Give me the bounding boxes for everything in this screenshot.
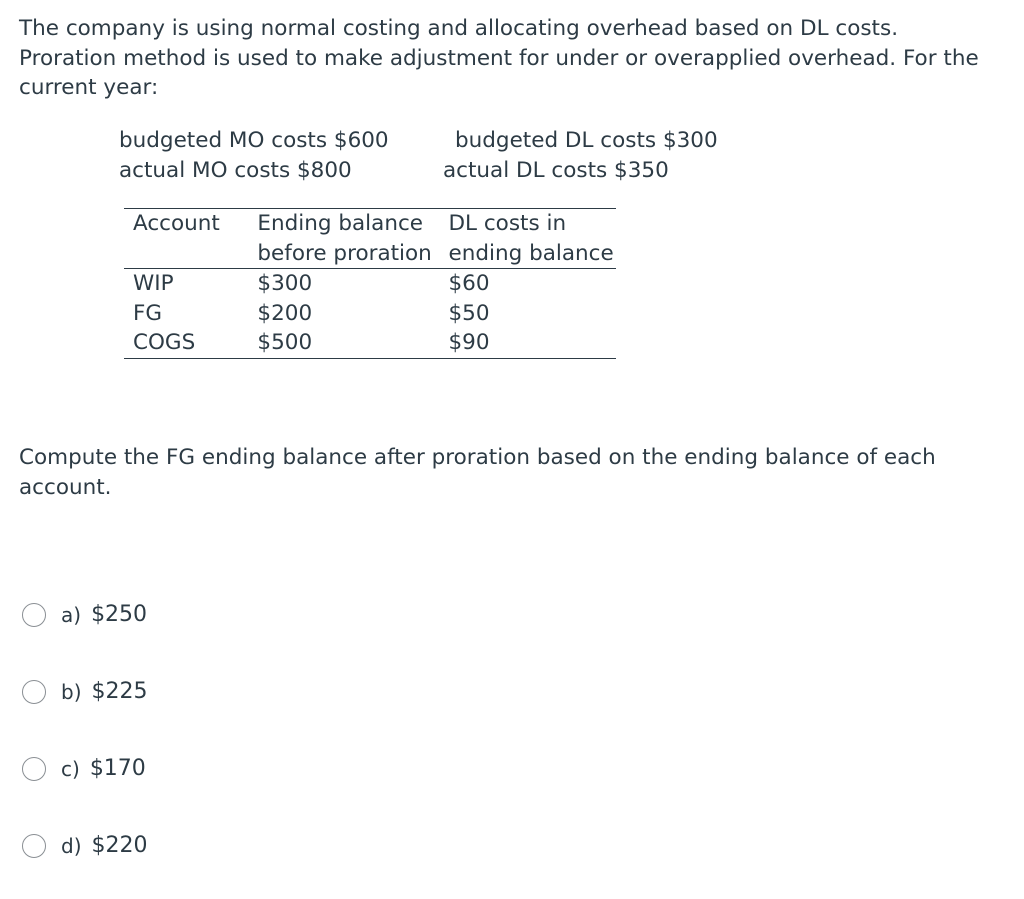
row-account: WIP xyxy=(133,271,174,296)
row-dl-costs: $90 xyxy=(448,330,490,355)
row-account: FG xyxy=(133,300,163,326)
table-row xyxy=(124,299,616,329)
header-ending-balance: Ending balance before proration xyxy=(257,211,432,266)
actual-mo-costs: actual MO costs $800 xyxy=(119,157,352,183)
question-intro: The company is using normal costing and allocating overhead based on DL costs. Proration method is used to make adjustment for under or overapplied overhead. For the current year: xyxy=(19,16,979,100)
option-letter: c) xyxy=(61,756,80,781)
option-value: $250 xyxy=(91,602,148,627)
row-dl-costs: $50 xyxy=(448,300,490,326)
header-dl-costs: DL costs in ending balance xyxy=(448,211,614,266)
row-ending-balance: $500 xyxy=(257,330,313,355)
option-value: $170 xyxy=(89,756,146,781)
table-header-row xyxy=(124,209,616,269)
option-letter: a) xyxy=(61,602,82,627)
row-account: COGS xyxy=(133,330,196,355)
option-c[interactable] xyxy=(22,756,146,781)
radio-button-icon[interactable] xyxy=(22,757,46,781)
question-prompt: Compute the FG ending balance after proration based on the ending balance of each account. xyxy=(19,445,936,500)
actual-dl-costs: actual DL costs $350 xyxy=(443,157,669,183)
radio-button-icon[interactable] xyxy=(22,603,46,627)
row-dl-costs: $60 xyxy=(448,271,490,296)
option-letter: d) xyxy=(61,833,82,858)
account-balances-table xyxy=(124,208,616,359)
dl-costs-block xyxy=(443,126,718,185)
option-value: $220 xyxy=(91,833,148,858)
mo-costs-block xyxy=(119,126,389,185)
row-ending-balance: $300 xyxy=(257,271,313,296)
option-a[interactable] xyxy=(22,602,147,627)
table-row xyxy=(124,328,616,358)
header-account: Account xyxy=(133,211,220,236)
option-b[interactable] xyxy=(22,679,148,704)
budgeted-dl-costs: budgeted DL costs $300 xyxy=(455,128,718,153)
radio-button-icon[interactable] xyxy=(22,834,46,858)
option-value: $225 xyxy=(91,679,148,704)
option-letter: b) xyxy=(61,679,82,704)
option-d[interactable] xyxy=(22,833,148,858)
table-row xyxy=(124,269,616,299)
radio-button-icon[interactable] xyxy=(22,680,46,704)
budgeted-mo-costs: budgeted MO costs $600 xyxy=(119,128,389,153)
row-ending-balance: $200 xyxy=(257,300,313,326)
